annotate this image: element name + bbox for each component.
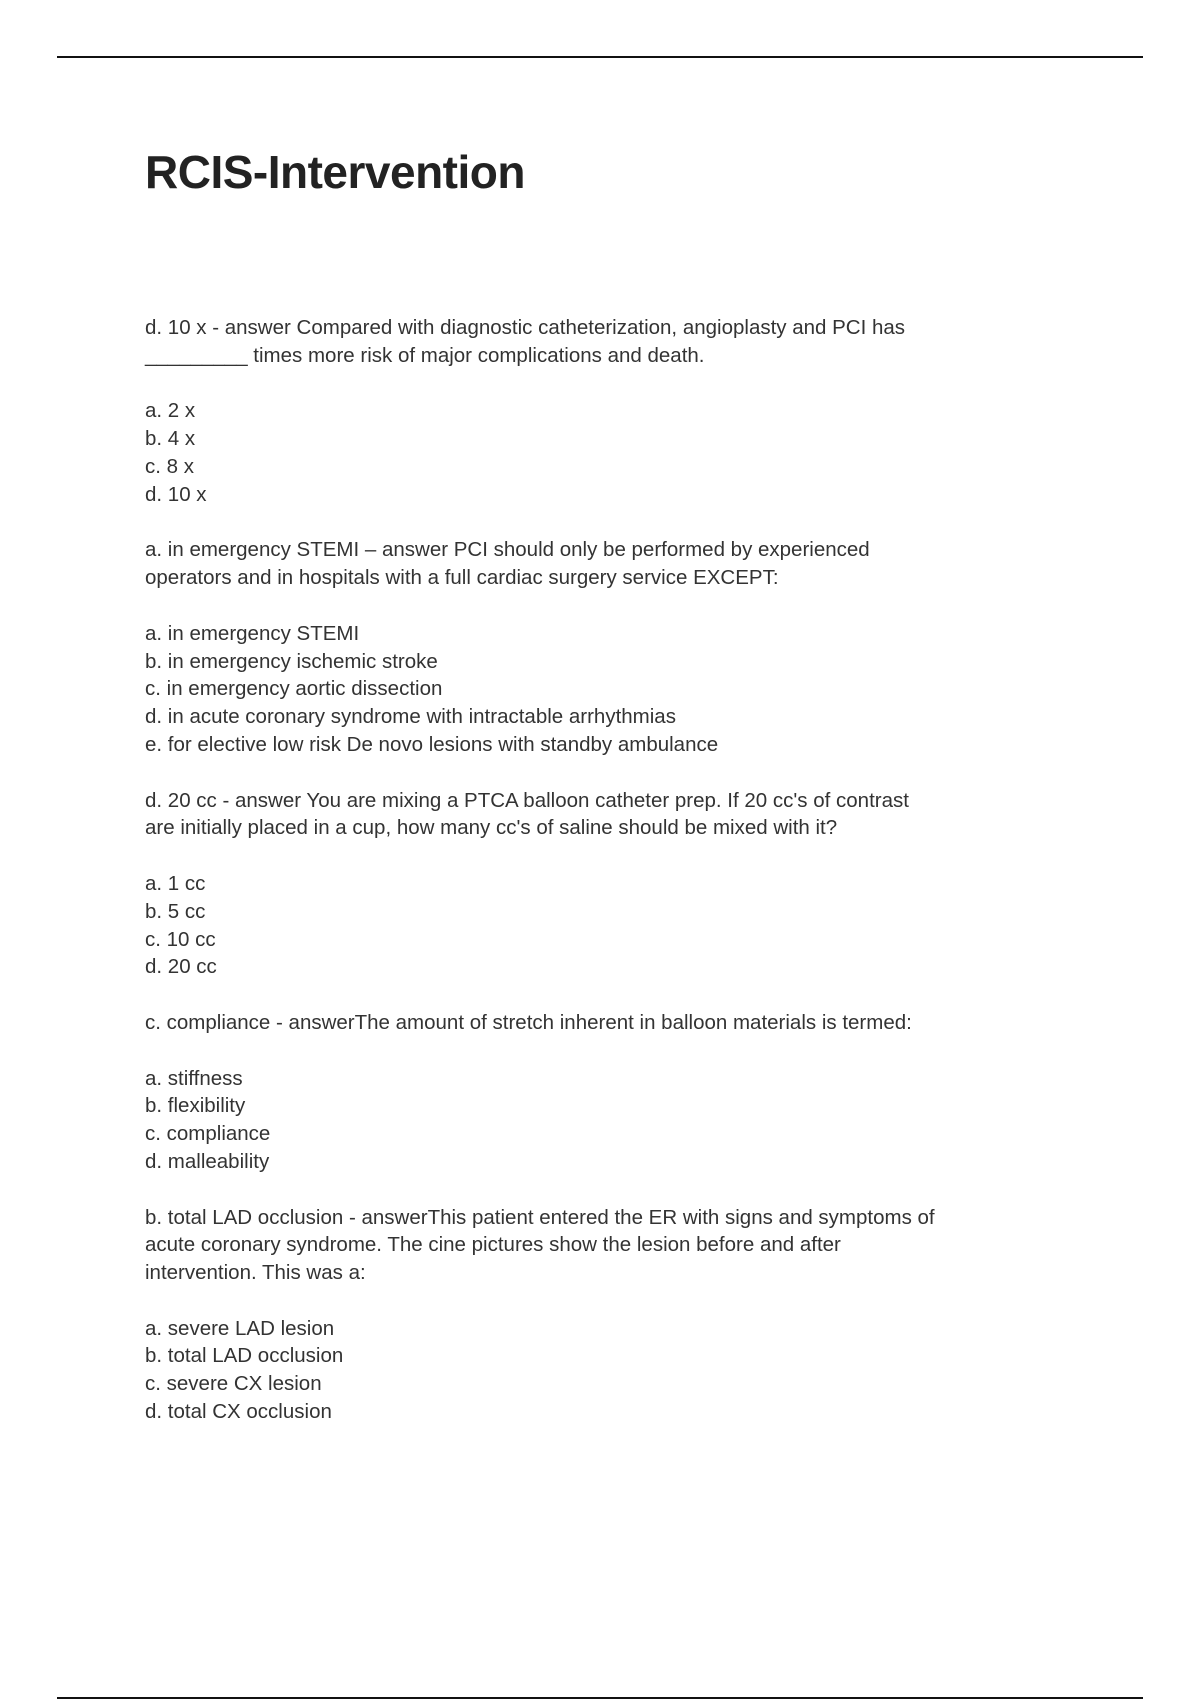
prompt-line: d. 20 cc - answer You are mixing a PTCA balloon catheter prep. If 20 cc's of contrast (145, 788, 909, 812)
answer-option: b. flexibility (145, 1094, 246, 1118)
answer-options (145, 397, 1105, 508)
answer-option: c. 8 x (145, 454, 194, 478)
answer-option: d. malleability (145, 1149, 270, 1173)
answer-option: b. total LAD occlusion (145, 1344, 344, 1368)
top-rule (57, 56, 1143, 58)
answer-options (145, 1315, 1105, 1426)
answer-option: d. total CX occlusion (145, 1400, 332, 1424)
prompt-line: _________ times more risk of major complications and death. (145, 343, 705, 367)
page-title: RCIS-Intervention (145, 146, 525, 198)
answer-option: a. severe LAD lesion (145, 1316, 335, 1340)
prompt-line: acute coronary syndrome. The cine pictures show the lesion before and after (145, 1233, 841, 1257)
answer-option: d. in acute coronary syndrome with intractable arrhythmias (145, 705, 676, 729)
question-prompt (145, 787, 1105, 843)
prompt-line: are initially placed in a cup, how many cc's of saline should be mixed with it? (145, 816, 838, 840)
answer-options (145, 870, 1105, 981)
prompt-line: b. total LAD occlusion - answerThis patient entered the ER with signs and symptoms of (145, 1205, 935, 1229)
answer-option: a. in emergency STEMI (145, 621, 360, 645)
answer-option: b. 4 x (145, 427, 196, 451)
prompt-line: c. compliance - answerThe amount of stretch inherent in balloon materials is termed: (145, 1010, 912, 1034)
prompt-line: d. 10 x - answer Compared with diagnostic catheterization, angioplasty and PCI has (145, 316, 906, 339)
question-prompt (145, 1204, 1105, 1287)
answer-option: a. 1 cc (145, 871, 206, 895)
answer-option: b. 5 cc (145, 899, 206, 923)
answer-option: b. in emergency ischemic stroke (145, 649, 438, 673)
prompt-line: operators and in hospitals with a full cardiac surgery service EXCEPT: (145, 566, 779, 590)
answer-option: c. 10 cc (145, 927, 216, 951)
prompt-line: intervention. This was a: (145, 1261, 366, 1285)
answer-options (145, 1065, 1105, 1176)
question-prompt (145, 314, 1105, 370)
answer-option: e. for elective low risk De novo lesions with standby ambulance (145, 732, 719, 756)
answer-option: a. stiffness (145, 1066, 243, 1090)
answer-option: c. compliance (145, 1122, 271, 1146)
answer-option: d. 10 x (145, 482, 207, 506)
answer-option: c. in emergency aortic dissection (145, 677, 443, 701)
question-prompt (145, 536, 1105, 592)
answer-option: d. 20 cc (145, 955, 217, 979)
question-list (145, 314, 1105, 1454)
question-prompt (145, 1009, 1105, 1037)
answer-options (145, 620, 1105, 759)
answer-option: a. 2 x (145, 399, 196, 423)
prompt-line: a. in emergency STEMI – answer PCI should only be performed by experienced (145, 538, 870, 562)
answer-option: c. severe CX lesion (145, 1372, 322, 1396)
bottom-rule (57, 1697, 1143, 1699)
